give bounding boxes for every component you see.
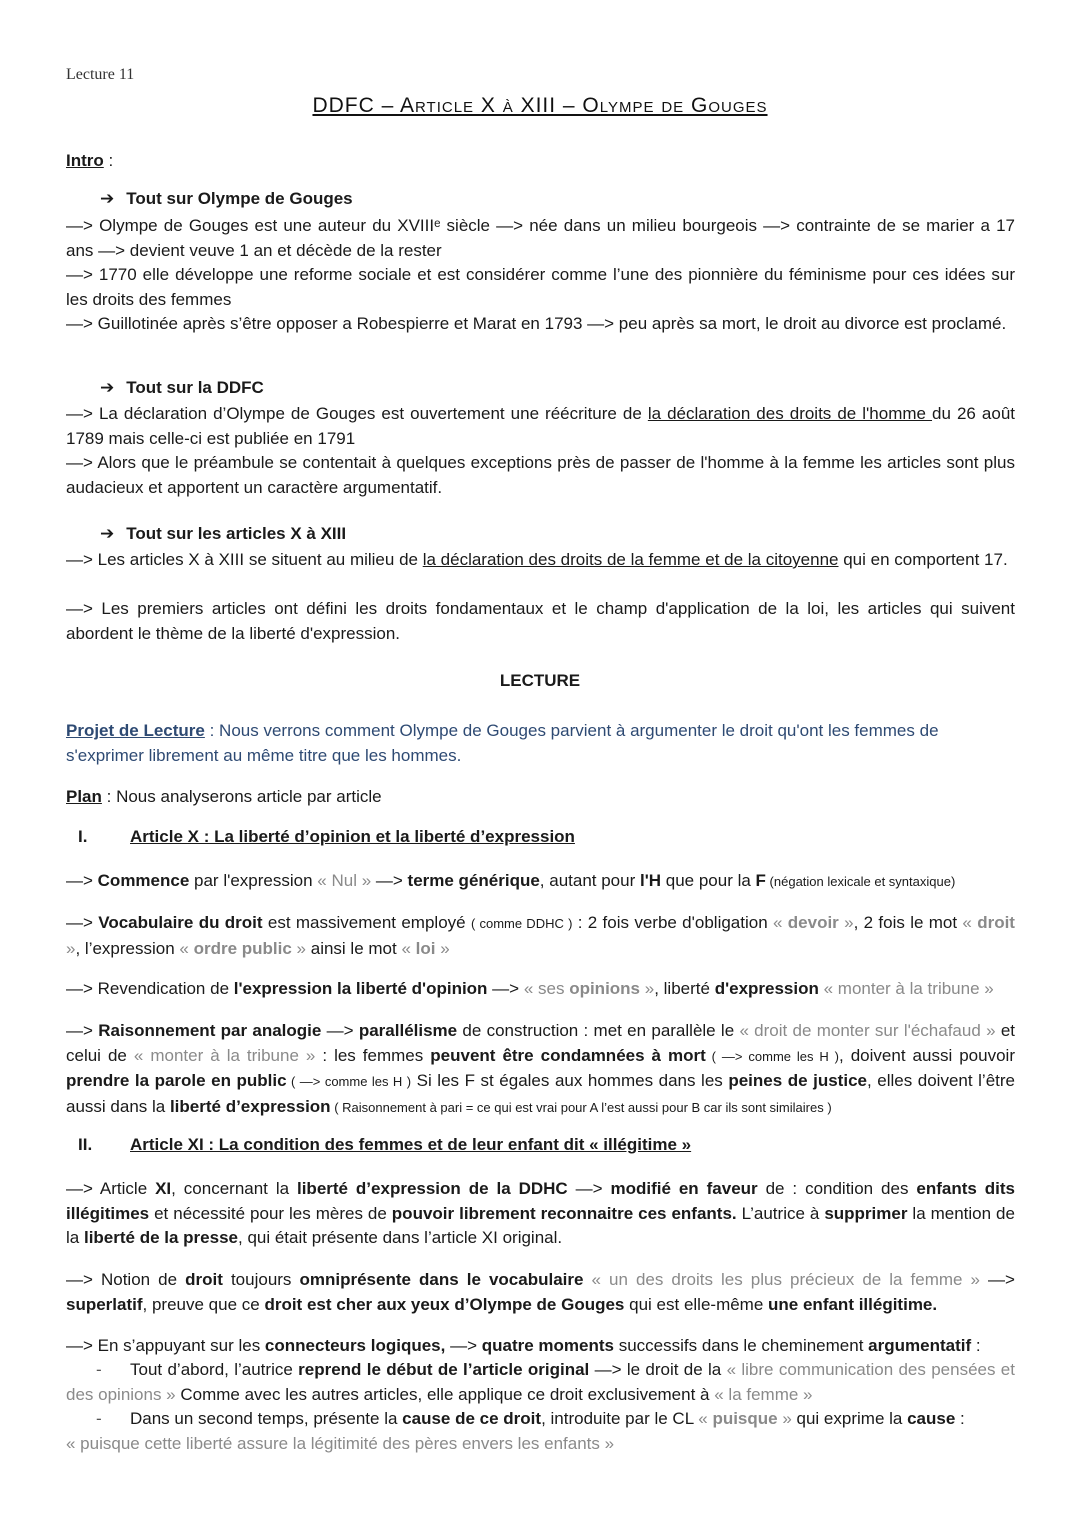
- plan: Plan : Nous analyserons article par article: [66, 787, 382, 806]
- arrow-right-icon: ➔: [100, 189, 115, 208]
- intro-olympe-p3: —> Guillotinée après s’être opposer a Robespierre et Marat en 1793 —> peu après sa mort, le droit au divorce est proclamé.: [66, 314, 1007, 333]
- intro-heading-olympe: ➔ Tout sur Olympe de Gouges: [100, 189, 353, 208]
- article-xi-item-1: - Tout d’abord, l’autrice reprend le début de l’article original —> le droit de la « libre communication des pensées et des opinions » Comme avec les autres articles, elle applique ce droit exclusivement à « la femme »: [66, 1360, 1015, 1404]
- article-xi-p2: —> Notion de droit toujours omniprésente dans le vocabulaire « un des droits les plus précieux de la femme » —> superlatif, preuve que ce droit est cher aux yeux d’Olympe de Gouges qui est elle-même une enfant illégitime.: [66, 1270, 1015, 1314]
- intro-label: Intro :: [66, 151, 114, 170]
- article-xi-p1: —> Article XI, concernant la liberté d’expression de la DDHC —> modifié en faveur de : condition des enfants dits illégitimes et nécessité pour les mères de pouvoir librement reconnaitre ces enfants. L’autrice à supprimer la mention de la liberté de la presse, qui était présente dans l’article XI original.: [66, 1179, 1015, 1247]
- article-xi-heading: Article XI : La condition des femmes et de leur enfant dit « illégitime »: [130, 1135, 692, 1154]
- arrow-right-icon: ➔: [100, 524, 115, 543]
- article-x-p2: —> Vocabulaire du droit est massivement employé ( comme DDHC ) : 2 fois verbe d'obligation « devoir », 2 fois le mot « droit », l’expression « ordre public » ainsi le mot « loi »: [66, 913, 1015, 958]
- article-x-p1: —> Commence par l'expression « Nul » —> terme générique, autant pour l'H que pour la F (négation lexicale et syntaxique): [66, 871, 956, 890]
- projet-de-lecture: Projet de Lecture : Nous verrons comment Olympe de Gouges parvient à argumenter le droit qu'ont les femmes de s'exprimer librement au même titre que les hommes.: [66, 721, 939, 765]
- article-x-p4: —> Raisonnement par analogie —> parallélisme de construction : met en parallèle le « droit de monter sur l'échafaud » et celui de « monter à la tribune » : les femmes peuvent être condamnées à mort ( —> comme les H ), doivent aussi pouvoir prendre la parole en public ( —> comme les H ) Si les F st égales aux hommes dans les peines de justice, elles doivent l’être aussi dans la liberté d’expression ( Raisonnement à pari = ce qui est vrai pour A l’est aussi pour B car ils sont similaires ): [66, 1021, 1015, 1116]
- lecture-heading: LECTURE: [499, 671, 581, 690]
- intro-olympe-p2: —> 1770 elle développe une reforme sociale et est considérer comme l’une des pionnière du féminisme pour ces idées sur les droits des femmes: [66, 265, 1015, 309]
- intro-articles-p2: —> Les premiers articles ont défini les droits fondamentaux et le champ d'application de la loi, les articles qui suivent abordent le thème de la liberté d'expression.: [66, 599, 1015, 643]
- intro-ddfc-p1: —> La déclaration d’Olympe de Gouges est ouvertement une réécriture de la déclaration des droits de l'homme du 26 août 1789 mais celle-ci est publiée en 1791: [66, 404, 1015, 448]
- lecture-label: Lecture 11: [66, 66, 135, 83]
- intro-articles-p1: —> Les articles X à XIII se situent au milieu de la déclaration des droits de la femme et de la citoyenne qui en comportent 17.: [66, 550, 1008, 569]
- arrow-right-icon: ➔: [100, 378, 115, 397]
- article-xi-item-2: - Dans un second temps, présente la cause de ce droit, introduite par le CL « puisque » qui exprime la cause : « puisque cette liberté assure la légitimité des pères envers les enfants »: [66, 1409, 965, 1453]
- section-numeral-1: I.: [78, 827, 88, 846]
- page-title: DDFC – Article X à XIII – Olympe de Gouges: [312, 94, 768, 117]
- intro-ddfc-p2: —> Alors que le préambule se contentait à quelques exceptions près de passer de l'homme à la femme les articles sont plus audacieux et apportent un caractère argumentatif.: [66, 453, 1015, 497]
- declaration-homme-link: la déclaration des droits de l'homme: [647, 404, 933, 423]
- intro-heading-ddfc: ➔ Tout sur la DDFC: [100, 378, 264, 397]
- intro-heading-articles: ➔ Tout sur les articles X à XIII: [100, 524, 347, 543]
- article-xi-p3: —> En s’appuyant sur les connecteurs logiques, —> quatre moments successifs dans le cheminement argumentatif :: [66, 1336, 981, 1355]
- declaration-femme-link: la déclaration des droits de la femme et de la citoyenne: [422, 550, 839, 569]
- article-x-heading: Article X : La liberté d’opinion et la liberté d’expression: [130, 827, 575, 846]
- article-x-p3: —> Revendication de l'expression la liberté d'opinion —> « ses opinions », liberté d'expression « monter à la tribune »: [66, 979, 994, 998]
- intro-olympe-p1: —> Olympe de Gouges est une auteur du XVIIIᵉ siècle —> née dans un milieu bourgeois —> contrainte de se marier a 17 ans —> devient veuve 1 an et décède de la rester: [66, 216, 1015, 260]
- section-numeral-2: II.: [78, 1135, 93, 1154]
